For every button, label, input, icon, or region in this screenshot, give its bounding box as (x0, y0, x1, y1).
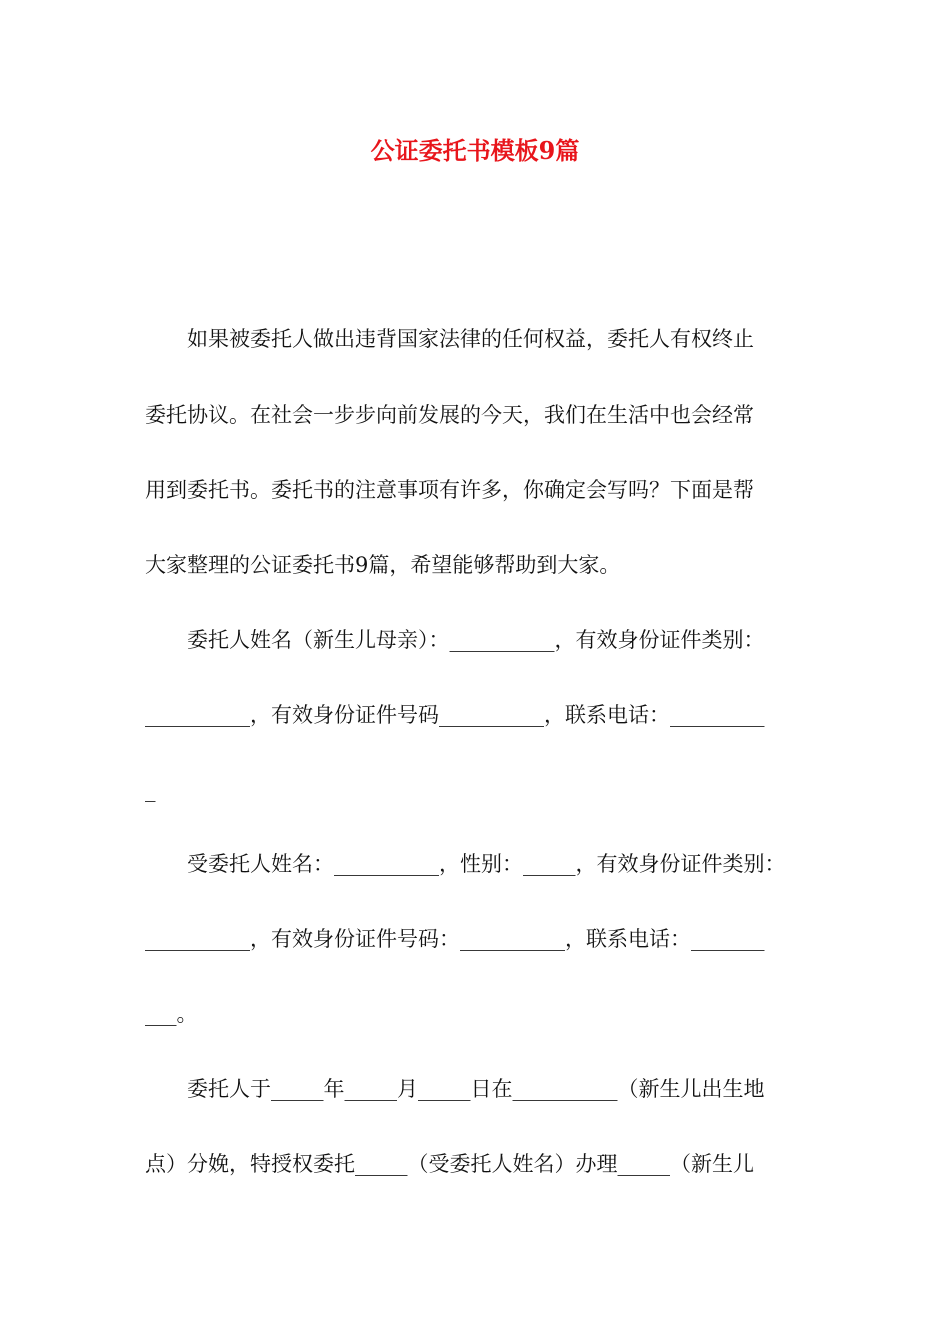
form-line: 委托人姓名（新生儿母亲）：__________，有效身份证件类别： (145, 628, 765, 652)
paragraph-line: 委托协议。在社会一步步向前发展的今天，我们在生活中也会经常 (145, 403, 754, 427)
paragraph-line: 用到委托书。委托书的注意事项有许多，你确定会写吗？下面是帮 (145, 478, 754, 502)
form-line: __________，有效身份证件号码__________，联系电话：_________ (145, 703, 765, 727)
form-line: ___。 (145, 1002, 198, 1026)
form-line: 受委托人姓名：__________，性别：_____，有效身份证件类别： (145, 852, 786, 876)
paragraph-line: 如果被委托人做出违背国家法律的任何权益，委托人有权终止 (145, 327, 754, 351)
form-line: _ (145, 778, 156, 802)
form-line: 委托人于_____年_____月_____日在__________（新生儿出生地 (145, 1077, 765, 1101)
form-line: 点）分娩，特授权委托_____（受委托人姓名）办理_____（新生儿 (145, 1152, 754, 1176)
form-line: __________，有效身份证件号码：__________，联系电话：_______ (145, 927, 765, 951)
document-title: 公证委托书模板9篇 (370, 136, 580, 165)
paragraph-line: 大家整理的公证委托书9篇，希望能够帮助到大家。 (145, 553, 621, 577)
